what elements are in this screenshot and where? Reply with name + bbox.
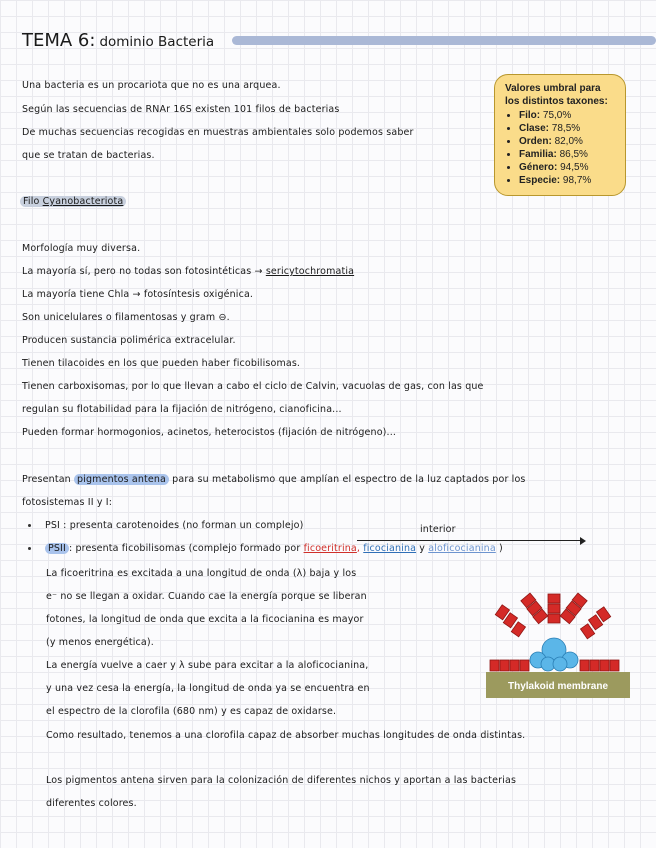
trait-line: La mayoría tiene Chla → fotosíntesis oxigénica.	[22, 289, 254, 300]
title-sub: dominio Bacteria	[99, 34, 215, 50]
trait-line: Morfología muy diversa.	[22, 243, 141, 254]
threshold-item: • Familia: 86,5%	[519, 148, 617, 161]
threshold-item: • Género: 94,5%	[519, 161, 617, 174]
phylum-heading	[20, 196, 126, 207]
explanation-line: (y menos energética).	[46, 637, 154, 648]
antenna-line: fotosistemas II y I:	[22, 497, 113, 508]
phycocyanin-core-icon	[530, 638, 578, 671]
conclusion-line: Los pigmentos antena sirven para la colonización de diferentes nichos y aportan a las bacterias	[46, 775, 517, 786]
bullet-icon	[28, 524, 31, 527]
trait-line: La mayoría sí, pero no todas son fotosintéticas → sericytochromatia	[22, 266, 355, 277]
psi-item: PSI : presenta carotenoides (no forman un complejo)	[28, 520, 303, 531]
title-underline-bar	[232, 36, 656, 45]
intro-line: que se tratan de bacterias.	[22, 150, 155, 161]
title-main: TEMA 6:	[22, 30, 96, 51]
threshold-list	[505, 109, 617, 187]
trait-line: Producen sustancia polimérica extracelular.	[22, 335, 236, 346]
phycoerythrin-rods-icon	[495, 593, 610, 639]
phylum-prefix: Filo	[23, 196, 40, 207]
pigment-ficocianina: ficocianina	[363, 543, 417, 554]
arrow-label: interior	[420, 524, 456, 535]
trait-line: regulan su flotabilidad para la fijación de nitrógeno, cianoficina...	[22, 404, 342, 415]
callout-title: Valores umbral para los distintos taxones:	[505, 83, 608, 107]
antenna-highlight: pigmentos antena	[74, 474, 169, 485]
trait-line: Tienen tilacoides en los que pueden haber ficobilisomas.	[22, 358, 301, 369]
trait-line: Son unicelulares o filamentosas y gram ⊖.	[22, 312, 230, 323]
trait-line: Tienen carboxisomas, por lo que llevan a cabo el ciclo de Calvin, vacuolas de gas, con las que	[22, 381, 484, 392]
intro-line: De muchas secuencias recogidas en muestras ambientales solo podemos saber	[22, 127, 414, 138]
conclusion-line: diferentes colores.	[46, 798, 137, 809]
psii-item: PSII : presenta ficobilisomas (complejo formado por ficoeritrina, ficocianina y aloficocianina )	[28, 543, 503, 554]
explanation-line: Como resultado, tenemos a una clorofila capaz de absorber muchas longitudes de onda distintas.	[46, 730, 526, 741]
phylum-name: Cyanobacteriota	[42, 196, 124, 207]
intro-line: Una bacteria es un procariota que no es una arquea.	[22, 80, 281, 91]
threshold-callout	[494, 74, 626, 196]
bullet-icon	[28, 547, 31, 550]
phycobilisome-figure	[486, 588, 630, 700]
interior-arrow-line	[357, 540, 584, 541]
threshold-item: • Especie: 98,7%	[519, 174, 617, 187]
intro-line: Según las secuencias de RNAr 16S existen 101 filos de bacterias	[22, 104, 340, 115]
pigment-ficoeritrina: ficoeritrina	[303, 543, 357, 554]
threshold-item: • Orden: 82,0%	[519, 135, 617, 148]
pigment-aloficocianina: aloficocianina	[428, 543, 496, 554]
explanation-line: y una vez cesa la energía, la longitud de onda ya se encuentra en	[46, 683, 370, 694]
antenna-line: Presentan pigmentos antena para su metabolismo que amplían el espectro de la luz captados por los	[22, 474, 526, 485]
trait-line: Pueden formar hormogonios, acinetos, heterocistos (fijación de nitrógeno)...	[22, 427, 397, 438]
arrow-right-icon	[580, 537, 586, 545]
explanation-line: el espectro de la clorofila (680 nm) y es capaz de oxidarse.	[46, 706, 337, 717]
psii-label: PSII	[45, 543, 69, 554]
explanation-line: e⁻ no se llegan a oxidar. Cuando cae la energía porque se liberan	[46, 591, 367, 602]
explanation-line: La ficoeritrina es excitada a una longitud de onda (λ) baja y los	[46, 568, 357, 579]
threshold-item: • Clase: 78,5%	[519, 122, 617, 135]
membrane-label: Thylakoid membrane	[507, 681, 609, 692]
explanation-line: fotones, la longitud de onda que excita a la ficocianina es mayor	[46, 614, 364, 625]
sericytochromatia-term: sericytochromatia	[265, 266, 355, 277]
threshold-item: • Filo: 75,0%	[519, 109, 617, 122]
page-title	[22, 30, 214, 51]
explanation-line: La energía vuelve a caer y λ sube para excitar a la aloficocianina,	[46, 660, 369, 671]
